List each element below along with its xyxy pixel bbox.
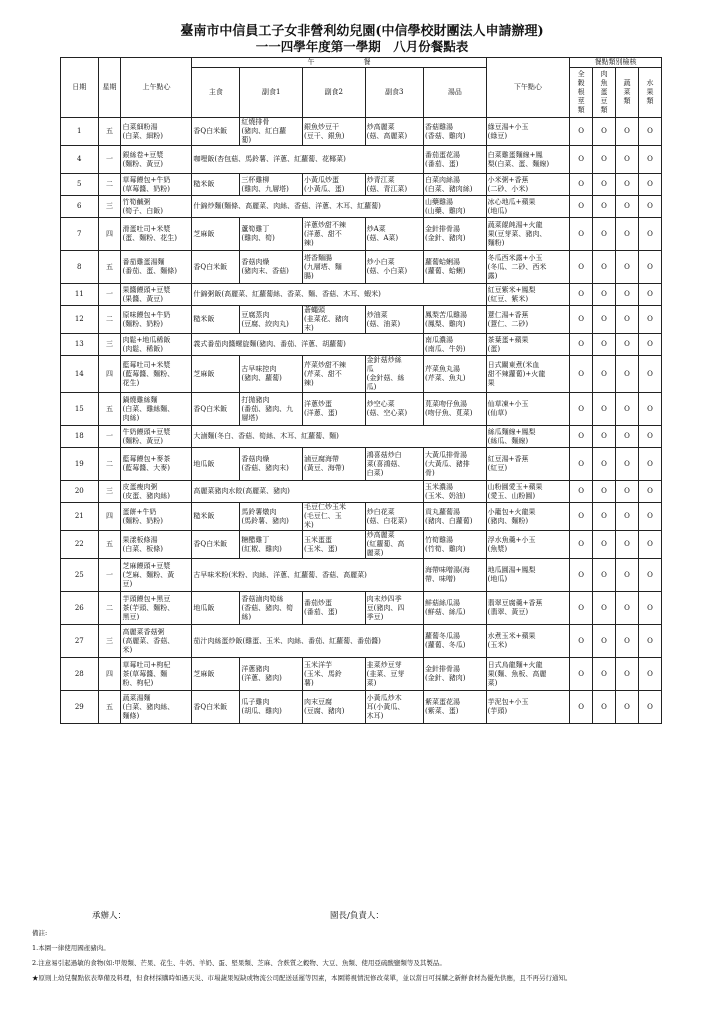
cell-date: 14 (61, 356, 99, 393)
check-mark-grain: O (570, 448, 593, 481)
check-mark-veg: O (616, 146, 639, 174)
director-label: 園長/負責人： (330, 911, 384, 921)
header-fruit-text: 水 果 類 (646, 79, 654, 105)
check-mark-meat: O (593, 481, 616, 503)
header-side1: 副食1 (240, 68, 303, 118)
table-row (61, 284, 662, 306)
cell-side3: 肉末炒四季 豆(豬肉、四 季豆) (365, 592, 423, 625)
check-mark-fruit: O (638, 426, 661, 448)
cell-soup: 海帶味噌湯(海 帶、味噌) (424, 559, 487, 592)
check-mark-fruit: O (638, 393, 661, 426)
cell-pm-snack: 茶葉蛋+蘋果 (蛋) (486, 334, 569, 356)
check-mark-veg: O (616, 592, 639, 625)
cell-side3: 炒白花菜 (菇、白花菜) (365, 503, 423, 531)
table-row (61, 118, 662, 146)
cell-date: 28 (61, 658, 99, 691)
check-mark-grain: O (570, 426, 593, 448)
cell-am-snack: 芋頭饅包+黑豆 茶(芋頭、麵粉、 黑豆) (121, 592, 192, 625)
cell-side3: 炒高麗菜 (菇、高麗菜) (365, 118, 423, 146)
cell-am-snack: 鍋燒雞絲麵 (白菜、雞絲麵、 肉絲) (121, 393, 192, 426)
cell-am-snack: 銀絲卷+豆漿 (麵粉、黃豆) (121, 146, 192, 174)
cell-date: 27 (61, 625, 99, 658)
cell-am-snack: 番茄雞蛋湯麵 (番茄、蛋、麵條) (121, 251, 192, 284)
check-mark-grain: O (570, 218, 593, 251)
table-row (61, 426, 662, 448)
cell-am-snack: 草莓饅包+牛奶 (草莓醬、奶粉) (121, 174, 192, 196)
cell-soup: 鳳梨苦瓜雞湯 (鳳梨、雞肉) (424, 306, 487, 334)
cell-lunch-combo: 大滷麵(冬白、香菇、筍絲、木耳、紅蘿蔔、麵) (192, 426, 486, 448)
cell-staple: 糙米飯 (192, 174, 240, 196)
cell-soup: 番茄蛋花湯 (番茄、蛋) (424, 146, 487, 174)
cell-side1: 馬鈴薯燉肉 (馬鈴薯、豬肉) (240, 503, 303, 531)
note-pork: 1.本園一律使用國產豬肉。 (32, 944, 110, 952)
cell-side2: 番茄炒蛋 (番茄、蛋) (303, 592, 366, 625)
cell-pm-snack: 冬瓜西米露+小玉 (冬瓜、二砂、西米 露) (486, 251, 569, 284)
cell-pm-snack: 地瓜圓湯+鳳梨 (地瓜) (486, 559, 569, 592)
cell-date: 29 (61, 691, 99, 724)
cell-soup: 金針排骨湯 (金針、豬肉) (424, 658, 487, 691)
cell-staple: 地瓜飯 (192, 592, 240, 625)
header-soup: 湯品 (424, 68, 487, 118)
cell-staple: 香Q白米飯 (192, 531, 240, 559)
note-allergens: 2.注意易引起過敏的食物(如:甲殼類、芒果、花生、牛奶、羊奶、蛋、堅果類、芝麻、含麩質之穀物、大豆、魚類、使用亞硫酸鹽類等及其製品。 (32, 959, 446, 967)
check-mark-fruit: O (638, 531, 661, 559)
check-mark-grain: O (570, 625, 593, 658)
cell-weekday: 四 (98, 218, 121, 251)
cell-date: 19 (61, 448, 99, 481)
cell-weekday: 五 (98, 531, 121, 559)
cell-weekday: 二 (98, 174, 121, 196)
table-row (61, 393, 662, 426)
cell-staple: 糙米飯 (192, 503, 240, 531)
table-row (61, 334, 662, 356)
check-mark-meat: O (593, 503, 616, 531)
cell-date: 20 (61, 481, 99, 503)
check-mark-fruit: O (638, 306, 661, 334)
check-mark-veg: O (616, 691, 639, 724)
cell-am-snack: 牛奶饅頭+豆漿 (麵粉、黃豆) (121, 426, 192, 448)
cell-side2: 滷豆腐海帶 (黃豆、海帶) (303, 448, 366, 481)
cell-side3: 炒小白菜 (菇、小白菜) (365, 251, 423, 284)
cell-am-snack: 高麗菜香菇粥 (高麗菜、香菇、 米) (121, 625, 192, 658)
table-row (61, 592, 662, 625)
check-mark-fruit: O (638, 196, 661, 218)
check-mark-meat: O (593, 426, 616, 448)
check-mark-meat: O (593, 448, 616, 481)
table-row (61, 503, 662, 531)
cell-am-snack: 藍莓吐司+米漿 (藍莓醬、麵粉、 花生) (121, 356, 192, 393)
notes-label: 備註: (32, 929, 48, 937)
check-mark-meat: O (593, 592, 616, 625)
cell-am-snack: 藍莓饅包+麥茶 (藍莓醬、大麥) (121, 448, 192, 481)
check-mark-fruit: O (638, 146, 661, 174)
cell-pm-snack: 白菜雞蛋麵線+鳳 梨(白菜、蛋、麵線) (486, 146, 569, 174)
cell-pm-snack: 仙草凍+小玉 (仙草) (486, 393, 569, 426)
cell-am-snack: 原味饅包+牛奶 (麵粉、奶粉) (121, 306, 192, 334)
check-mark-veg: O (616, 218, 639, 251)
check-mark-grain: O (570, 592, 593, 625)
check-mark-grain: O (570, 559, 593, 592)
cell-side1: 打拋豬肉 (番茄、豬肉、九 層塔) (240, 393, 303, 426)
cell-soup: 紫菜蛋花湯 (紫菜、蛋) (424, 691, 487, 724)
cell-pm-snack: 山粉圓愛玉+蘋果 (愛玉、山粉圓) (486, 481, 569, 503)
table-row (61, 251, 662, 284)
check-mark-grain: O (570, 691, 593, 724)
check-mark-fruit: O (638, 174, 661, 196)
table-row (61, 356, 662, 393)
cell-soup: 大黃瓜排骨湯 (大黃瓜、豬排 骨) (424, 448, 487, 481)
cell-weekday: 一 (98, 559, 121, 592)
cell-side3: 炒空心菜 (菇、空心菜) (365, 393, 423, 426)
table-row (61, 306, 662, 334)
table-row (61, 531, 662, 559)
header-side3: 副食3 (365, 68, 423, 118)
note-substitution: ★原則上幼兒餐點依表準備及料理，但食材採購時如遇天災、市場蔬果短缺或物流公司配送延遲等因素，本園將視情況修改菜單，並以當日可採購之新鮮食材為優先供應，且不再另行通知。 (32, 974, 572, 982)
header-fruit (638, 68, 661, 118)
table-row (61, 146, 662, 174)
cell-soup: 香菇雞湯 (香菇、雞肉) (424, 118, 487, 146)
header-pm-snack: 下午點心 (486, 58, 569, 118)
cell-lunch-combo: 茄汁肉絲蛋炒飯(雞蛋、玉米、肉絲、番茄、紅蘿蔔、番茄醬) (192, 625, 424, 658)
cell-date: 15 (61, 393, 99, 426)
check-mark-meat: O (593, 559, 616, 592)
check-mark-veg: O (616, 306, 639, 334)
table-row (61, 559, 662, 592)
check-mark-veg: O (616, 393, 639, 426)
cell-side1: 紅燒排骨 (豬肉、紅白蘿 蔔) (240, 118, 303, 146)
cell-soup: 竹筍雞湯 (竹筍、雞肉) (424, 531, 487, 559)
cell-soup: 蘿蔔冬瓜湯 (蘿蔔、冬瓜) (424, 625, 487, 658)
cell-pm-snack: 日式烏龍麵+火龍 果(麵、魚板、高麗 菜) (486, 658, 569, 691)
cell-am-snack: 竹筍鹹粥 (筍子、白飯) (121, 196, 192, 218)
check-mark-fruit: O (638, 334, 661, 356)
cell-weekday: 五 (98, 251, 121, 284)
cell-staple: 香Q白米飯 (192, 691, 240, 724)
cell-side1: 蘆筍雞丁 (雞肉、筍) (240, 218, 303, 251)
check-mark-fruit: O (638, 625, 661, 658)
cell-weekday: 四 (98, 356, 121, 393)
check-mark-fruit: O (638, 481, 661, 503)
check-mark-meat: O (593, 393, 616, 426)
cell-date: 7 (61, 218, 99, 251)
check-mark-fruit: O (638, 559, 661, 592)
check-mark-veg: O (616, 284, 639, 306)
check-mark-fruit: O (638, 448, 661, 481)
header-category-check: 餐點類別檢核 (570, 58, 662, 68)
check-mark-grain: O (570, 251, 593, 284)
table-row (61, 174, 662, 196)
cell-pm-snack: 小籠包+火龍果 (豬肉、麵粉) (486, 503, 569, 531)
check-mark-veg: O (616, 625, 639, 658)
check-mark-meat: O (593, 658, 616, 691)
cell-staple: 香Q白米飯 (192, 251, 240, 284)
cell-side3: 炒高麗菜 (紅蘿蔔、高 麗菜) (365, 531, 423, 559)
check-mark-fruit: O (638, 218, 661, 251)
cell-side1: 三杯雞柳 (雞肉、九層塔) (240, 174, 303, 196)
check-mark-fruit: O (638, 503, 661, 531)
cell-weekday: 一 (98, 284, 121, 306)
cell-am-snack: 白菜細粉湯 (白菜、細粉) (121, 118, 192, 146)
cell-soup: 芹菜魚丸湯 (芹菜、魚丸) (424, 356, 487, 393)
check-mark-veg: O (616, 196, 639, 218)
meal-table-body (61, 118, 662, 724)
cell-lunch-combo: 什錦炒麵(麵條、高麗菜、肉絲、香菇、洋蔥、木耳、紅蘿蔔) (192, 196, 424, 218)
header-staple: 主食 (192, 68, 240, 118)
check-mark-meat: O (593, 691, 616, 724)
check-mark-grain: O (570, 531, 593, 559)
title-menu-month: 一一四學年度第一學期 八月份餐點表 (255, 39, 469, 54)
check-mark-meat: O (593, 356, 616, 393)
cell-pm-snack: 翡翠豆腐羹+香蕉 (翡翠、黃豆) (486, 592, 569, 625)
cell-date: 26 (61, 592, 99, 625)
cell-side2: 洋蔥炒蛋 (洋蔥、蛋) (303, 393, 366, 426)
cell-am-snack: 芝麻饅頭+豆漿 (芝麻、麵粉、黃 豆) (121, 559, 192, 592)
cell-staple: 糙米飯 (192, 306, 240, 334)
cell-weekday: 三 (98, 334, 121, 356)
cell-side2: 肉末豆腐 (豆腐、豬肉) (303, 691, 366, 724)
cell-soup: 白菜肉絲湯 (白菜、豬肉絲) (424, 174, 487, 196)
cell-side2: 玉米洋芋 (玉米、馬鈴 薯) (303, 658, 366, 691)
cell-pm-snack: 紅豆紫米+鳳梨 (紅豆、紫米) (486, 284, 569, 306)
cell-lunch-combo: 什錦粥飯(高麗菜、紅蘿蔔絲、香菜、麵、香菇、木耳、蝦米) (192, 284, 486, 306)
cell-pm-snack: 絲瓜麵線+鳳梨 (絲瓜、麵線) (486, 426, 569, 448)
check-mark-veg: O (616, 448, 639, 481)
cell-side1: 香菇肉燥 (豬肉末、香菇) (240, 251, 303, 284)
cell-weekday: 一 (98, 146, 121, 174)
cell-date: 21 (61, 503, 99, 531)
cell-side3: 炒A菜 (菇、A菜) (365, 218, 423, 251)
cell-pm-snack: 紅豆湯+香蕉 (紅豆) (486, 448, 569, 481)
header-side2: 副食2 (303, 68, 366, 118)
cell-pm-snack: 浮水魚羹+小玉 (魚漿) (486, 531, 569, 559)
cell-weekday: 二 (98, 306, 121, 334)
cell-side2: 塔香麵腸 (九層塔、麵 腸) (303, 251, 366, 284)
cell-date: 5 (61, 174, 99, 196)
table-row (61, 481, 662, 503)
cell-soup: 玉米濃湯 (玉米、奶油) (424, 481, 487, 503)
cell-side3: 韭菜炒豆芽 (韭菜、豆芽 菜) (365, 658, 423, 691)
check-mark-fruit: O (638, 251, 661, 284)
cell-soup: 莧菜吻仔魚湯 (吻仔魚、莧菜) (424, 393, 487, 426)
cell-staple: 香Q白米飯 (192, 393, 240, 426)
cell-side1: 香菇肉燥 (香菇、豬肉末) (240, 448, 303, 481)
cell-side3: 金針菇炒絲 瓜 (金針菇、絲 瓜) (365, 356, 423, 393)
cell-side2: 蒼蠅頭 (韭菜花、豬肉 末) (303, 306, 366, 334)
cell-pm-snack: 芋泥包+小玉 (芋頭) (486, 691, 569, 724)
cell-soup: 南瓜濃湯 (南瓜、牛奶) (424, 334, 487, 356)
cell-weekday: 三 (98, 625, 121, 658)
cell-am-snack: 蔬菜湯麵 (白菜、豬肉絲、 麵條) (121, 691, 192, 724)
cell-side3: 小黃瓜炒木 耳(小黃瓜、 木耳) (365, 691, 423, 724)
cell-pm-snack: 蔬菜餛飩湯+火龍 果(豆芽菜、豬肉、 麵粉) (486, 218, 569, 251)
header-grain (570, 68, 593, 118)
cell-side3: 鴻喜菇炒白 菜(喜鴻菇、 白菜) (365, 448, 423, 481)
check-mark-meat: O (593, 334, 616, 356)
signer-label: 承辦人： (92, 911, 127, 921)
cell-side2: 洋蔥炒甜不辣 (洋蔥、甜不 辣) (303, 218, 366, 251)
check-mark-meat: O (593, 146, 616, 174)
check-mark-grain: O (570, 118, 593, 146)
header-am-snack: 上午點心 (121, 58, 192, 118)
cell-staple: 香Q白米飯 (192, 118, 240, 146)
cell-date: 6 (61, 196, 99, 218)
cell-date: 8 (61, 251, 99, 284)
header-grain-text: 全 穀 根 莖 類 (577, 70, 585, 114)
cell-am-snack: 草莓吐司+枸杞 茶(草莓醬、麵 粉、枸杞) (121, 658, 192, 691)
cell-side1: 瓜子雞肉 (胡瓜、雞肉) (240, 691, 303, 724)
header-weekday: 星期 (98, 58, 121, 118)
table-row (61, 691, 662, 724)
cell-am-snack: 果漾板條湯 (白菜、板條) (121, 531, 192, 559)
cell-pm-snack: 冰心地瓜+蘋果 (地瓜) (486, 196, 569, 218)
cell-weekday: 五 (98, 691, 121, 724)
cell-soup: 貢丸蘿蔔湯 (豬肉、白蘿蔔) (424, 503, 487, 531)
header-lunch: 午 餐 (192, 58, 486, 68)
cell-soup: 鮮菇絲瓜湯 (鮮菇、絲瓜) (424, 592, 487, 625)
cell-side3: 炒油菜 (菇、油菜) (365, 306, 423, 334)
cell-staple: 地瓜飯 (192, 448, 240, 481)
cell-soup: 蘿蔔蛤蜊湯 (蘿蔔、蛤蜊) (424, 251, 487, 284)
cell-lunch-combo: 高麗菜豬肉水餃(高麗菜、豬肉) (192, 481, 424, 503)
cell-date: 18 (61, 426, 99, 448)
cell-date: 4 (61, 146, 99, 174)
meal-table (60, 57, 662, 724)
cell-soup: 山藥雞湯 (山藥、雞肉) (424, 196, 487, 218)
check-mark-veg: O (616, 174, 639, 196)
cell-side1: 古早味控肉 (豬肉、蘿蔔) (240, 356, 303, 393)
cell-lunch-combo: 咖哩飯(杏包菇、馬鈴薯、洋蔥、紅蘿蔔、花椰菜) (192, 146, 424, 174)
check-mark-veg: O (616, 531, 639, 559)
cell-weekday: 二 (98, 448, 121, 481)
cell-weekday: 三 (98, 481, 121, 503)
check-mark-meat: O (593, 531, 616, 559)
check-mark-meat: O (593, 306, 616, 334)
check-mark-grain: O (570, 503, 593, 531)
check-mark-fruit: O (638, 658, 661, 691)
cell-date: 22 (61, 531, 99, 559)
cell-weekday: 二 (98, 592, 121, 625)
cell-am-snack: 滑蛋吐司+米漿 (蛋、麵粉、花生) (121, 218, 192, 251)
cell-weekday: 四 (98, 658, 121, 691)
cell-side1: 豆腐蒸肉 (豆腐、絞肉丸) (240, 306, 303, 334)
table-row (61, 218, 662, 251)
cell-weekday: 五 (98, 118, 121, 146)
cell-side2: 小黃瓜炒蛋 (小黃瓜、蛋) (303, 174, 366, 196)
cell-staple: 芝麻飯 (192, 658, 240, 691)
header-date: 日期 (61, 58, 99, 118)
check-mark-veg: O (616, 334, 639, 356)
cell-lunch-combo: 義式番茄肉醬螺旋麵(豬肉、番茄、洋蔥、胡蘿蔔) (192, 334, 424, 356)
check-mark-veg: O (616, 426, 639, 448)
cell-lunch-combo: 古早味米粉(米粉、肉絲、洋蔥、紅蘿蔔、香菇、高麗菜) (192, 559, 424, 592)
header-meat (593, 68, 616, 118)
check-mark-grain: O (570, 393, 593, 426)
check-mark-veg: O (616, 251, 639, 284)
cell-weekday: 一 (98, 426, 121, 448)
header-veg (616, 68, 639, 118)
table-row (61, 448, 662, 481)
check-mark-veg: O (616, 481, 639, 503)
cell-side2: 芹菜炒甜不辣 (芹菜、甜不 辣) (303, 356, 366, 393)
cell-date: 11 (61, 284, 99, 306)
title-kindergarten: 臺南市中信員工子女非營利幼兒園(中信學校財團法人申請辦理) (180, 24, 544, 39)
cell-staple: 芝麻飯 (192, 218, 240, 251)
cell-weekday: 四 (98, 503, 121, 531)
cell-side1: 洋蔥豬肉 (洋蔥、豬肉) (240, 658, 303, 691)
cell-date: 25 (61, 559, 99, 592)
check-mark-meat: O (593, 196, 616, 218)
cell-weekday: 三 (98, 196, 121, 218)
cell-side2: 毛豆仁炒玉米 (毛豆仁、玉 米) (303, 503, 366, 531)
check-mark-fruit: O (638, 118, 661, 146)
check-mark-grain: O (570, 481, 593, 503)
cell-side2: 銀魚炒豆干 (豆干、銀魚) (303, 118, 366, 146)
cell-side2: 玉米蛋蛋 (玉米、蛋) (303, 531, 366, 559)
cell-weekday: 五 (98, 393, 121, 426)
check-mark-grain: O (570, 284, 593, 306)
cell-staple: 芝麻飯 (192, 356, 240, 393)
check-mark-meat: O (593, 218, 616, 251)
check-mark-grain: O (570, 306, 593, 334)
check-mark-veg: O (616, 118, 639, 146)
check-mark-grain: O (570, 356, 593, 393)
check-mark-grain: O (570, 196, 593, 218)
table-row (61, 196, 662, 218)
cell-date: 12 (61, 306, 99, 334)
cell-soup: 金針排骨湯 (金針、豬肉) (424, 218, 487, 251)
check-mark-veg: O (616, 503, 639, 531)
table-row (61, 625, 662, 658)
check-mark-meat: O (593, 174, 616, 196)
check-mark-fruit: O (638, 356, 661, 393)
check-mark-meat: O (593, 625, 616, 658)
cell-am-snack: 皮蛋瘦肉粥 (皮蛋、豬肉絲) (121, 481, 192, 503)
check-mark-fruit: O (638, 691, 661, 724)
check-mark-fruit: O (638, 284, 661, 306)
cell-pm-snack: 水煮玉米+蘋果 (玉米) (486, 625, 569, 658)
cell-am-snack: 果醬饅頭+豆漿 (果醬、黃豆) (121, 284, 192, 306)
table-row (61, 658, 662, 691)
cell-am-snack: 肉鬆+地瓜稀飯 (肉鬆、稀飯) (121, 334, 192, 356)
check-mark-meat: O (593, 284, 616, 306)
cell-date: 13 (61, 334, 99, 356)
header-veg-text: 蔬 菜 類 (623, 79, 631, 105)
check-mark-grain: O (570, 658, 593, 691)
cell-side3: 炒青江菜 (菇、青江菜) (365, 174, 423, 196)
check-mark-grain: O (570, 174, 593, 196)
cell-pm-snack: 小米粥+香蕉 (二砂、小米) (486, 174, 569, 196)
check-mark-fruit: O (638, 592, 661, 625)
cell-pm-snack: 綠豆湯+小玉 (綠豆) (486, 118, 569, 146)
cell-date: 1 (61, 118, 99, 146)
check-mark-meat: O (593, 251, 616, 284)
cell-side1: 香菇滷肉筍絲 (香菇、豬肉、筍 絲) (240, 592, 303, 625)
check-mark-grain: O (570, 334, 593, 356)
header-meat-text: 肉 魚 蛋 豆 類 (600, 70, 608, 114)
check-mark-veg: O (616, 559, 639, 592)
check-mark-meat: O (593, 118, 616, 146)
check-mark-grain: O (570, 146, 593, 174)
cell-side1: 糖醋雞丁 (紅椒、雞肉) (240, 531, 303, 559)
check-mark-veg: O (616, 658, 639, 691)
cell-am-snack: 蛋餅+牛奶 (麵粉、奶粉) (121, 503, 192, 531)
cell-pm-snack: 薏仁湯+香蕉 (薏仁、二砂) (486, 306, 569, 334)
check-mark-veg: O (616, 356, 639, 393)
cell-pm-snack: 日式關東煮(米血 甜不辣蘿蔔)+火龍 果 (486, 356, 569, 393)
